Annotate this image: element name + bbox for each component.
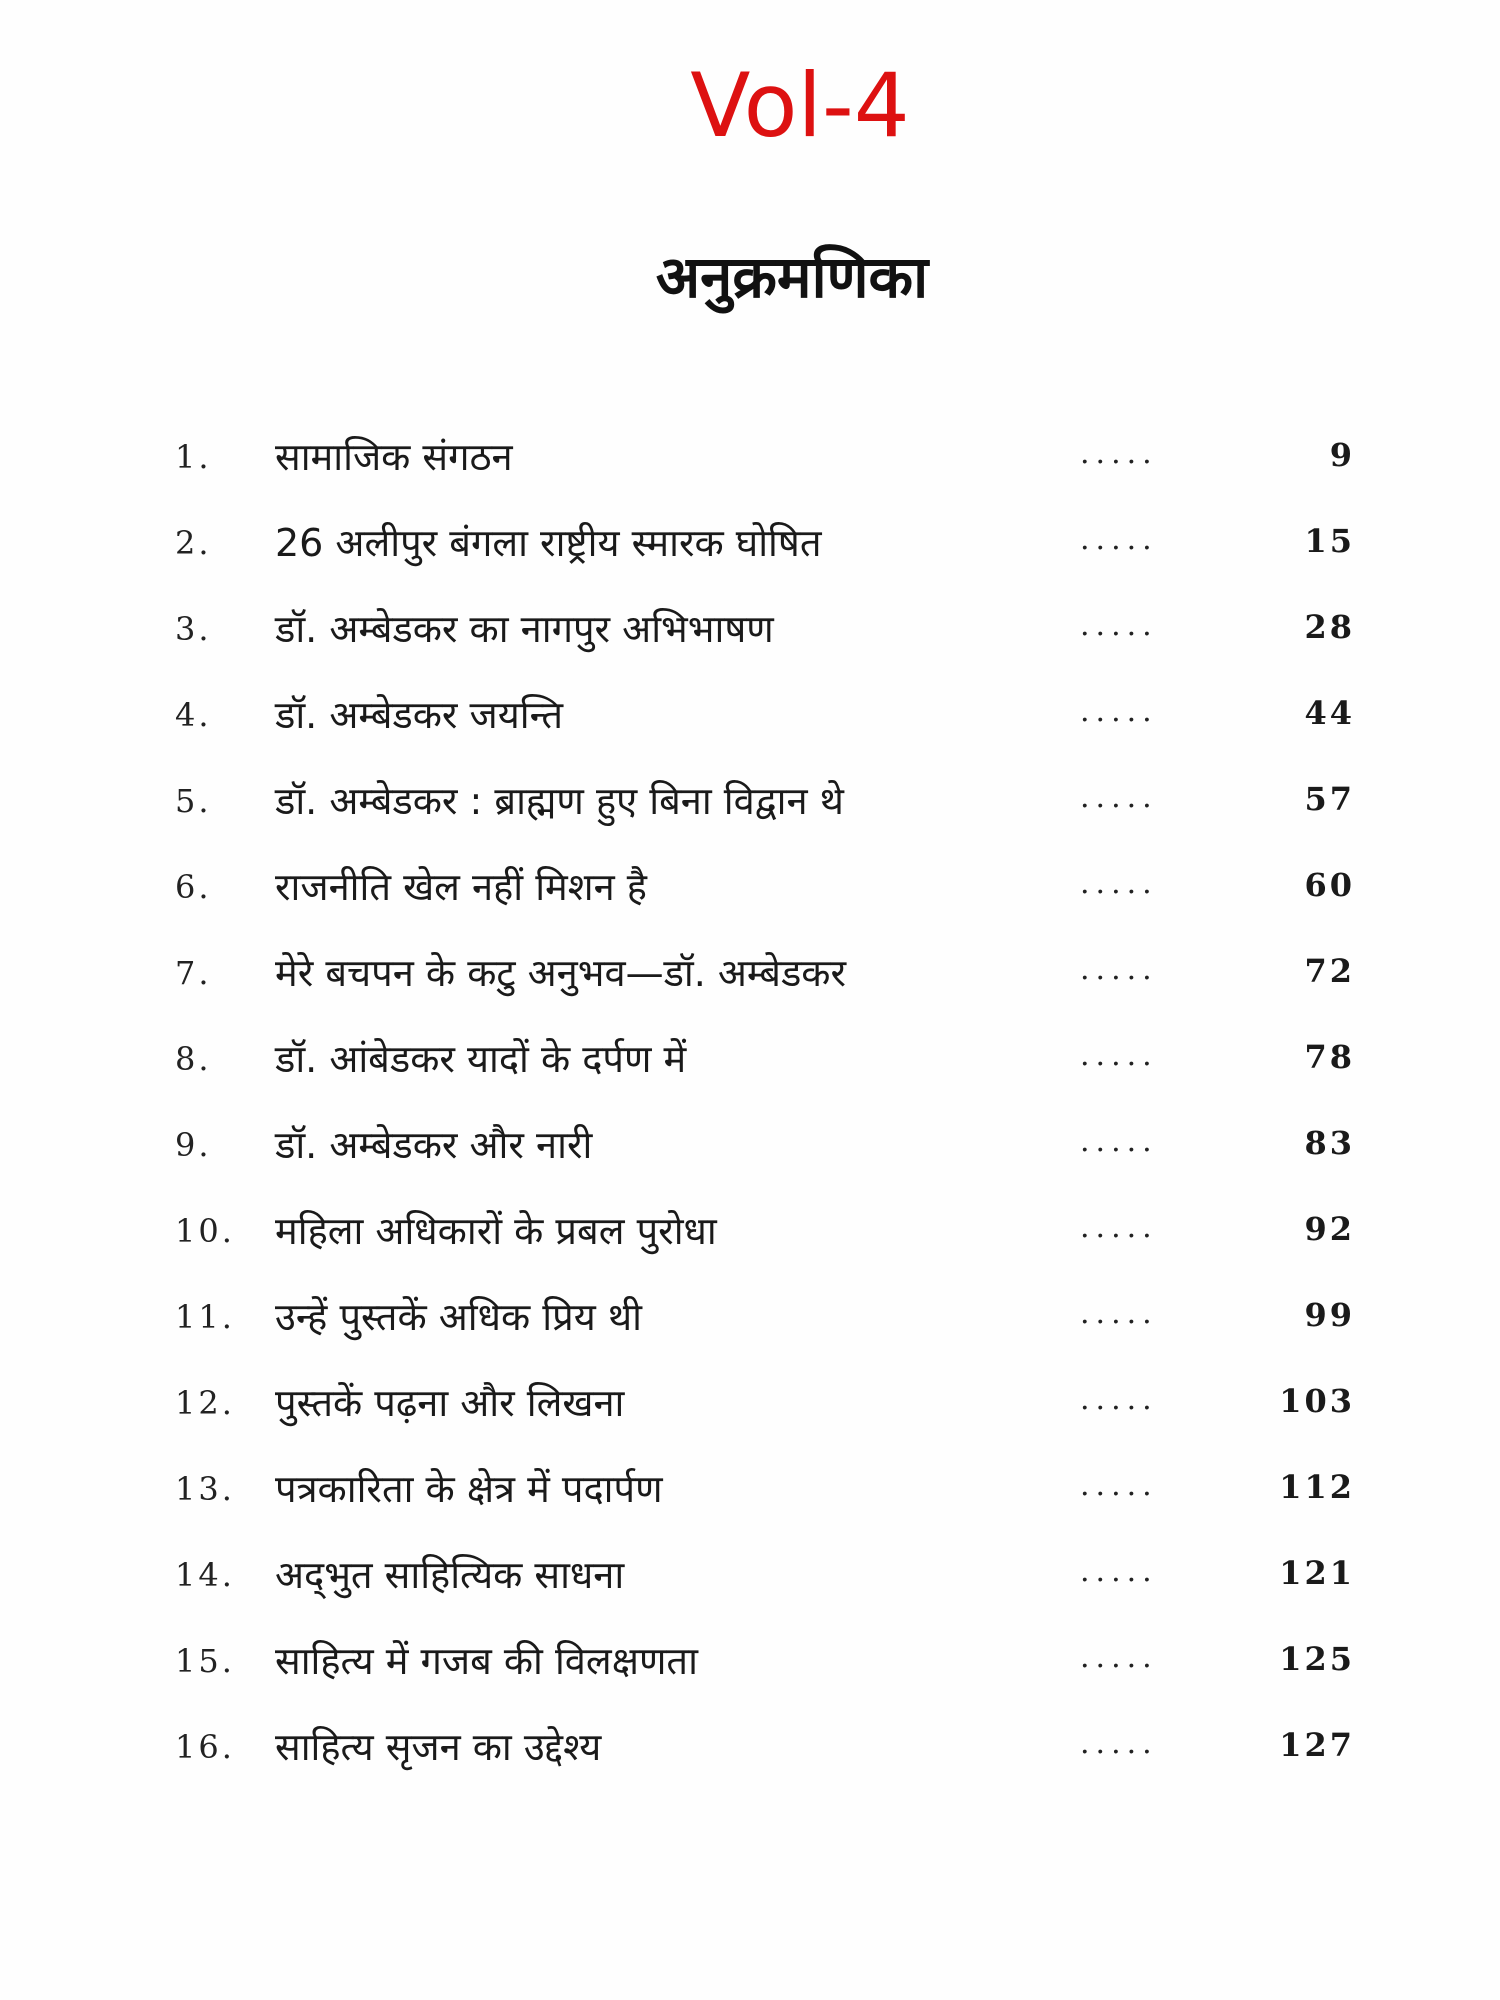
toc-dot-leader: ..... — [1080, 1124, 1158, 1159]
toc-dot-leader: ..... — [1080, 780, 1158, 815]
toc-entry — [175, 602, 1355, 688]
toc-entry-number: 10. — [175, 1212, 235, 1250]
toc-dot-leader: ..... — [1080, 1382, 1158, 1417]
toc-entry — [175, 430, 1355, 516]
toc-entry-number: 11. — [175, 1298, 235, 1336]
toc-dot-leader: ..... — [1080, 1726, 1158, 1761]
toc-dot-leader: ..... — [1080, 866, 1158, 901]
toc-entry-page-number: 9 — [1329, 436, 1355, 474]
toc-entry-page-number: 125 — [1279, 1640, 1355, 1678]
toc-entry-number: 5. — [175, 782, 212, 820]
toc-entry — [175, 516, 1355, 602]
toc-entry-number: 1. — [175, 438, 212, 476]
toc-entry-title: महिला अधिकारों के प्रबल पुरोधा — [275, 1209, 717, 1253]
toc-entry-page-number: 44 — [1304, 694, 1355, 732]
toc-entry — [175, 1634, 1355, 1720]
table-of-contents — [175, 430, 1355, 1806]
toc-entry — [175, 1204, 1355, 1290]
toc-entry — [175, 946, 1355, 1032]
toc-entry-page-number: 72 — [1304, 952, 1355, 990]
toc-entry-title: डॉ. अम्बेडकर और नारी — [275, 1123, 593, 1167]
toc-entry-page-number: 103 — [1279, 1382, 1355, 1420]
toc-entry-number: 3. — [175, 610, 212, 648]
toc-entry-number: 7. — [175, 954, 212, 992]
toc-entry-number: 12. — [175, 1384, 235, 1422]
toc-entry-page-number: 28 — [1304, 608, 1355, 646]
toc-entry-page-number: 83 — [1304, 1124, 1355, 1162]
toc-entry — [175, 1290, 1355, 1376]
toc-entry-title: पत्रकारिता के क्षेत्र में पदार्पण — [275, 1467, 663, 1511]
toc-entry-page-number: 92 — [1304, 1210, 1355, 1248]
toc-dot-leader: ..... — [1080, 436, 1158, 471]
toc-entry-title: सामाजिक संगठन — [275, 435, 513, 479]
toc-entry-number: 9. — [175, 1126, 212, 1164]
toc-dot-leader: ..... — [1080, 1640, 1158, 1675]
toc-entry-page-number: 99 — [1304, 1296, 1355, 1334]
toc-entry-title: मेरे बचपन के कटु अनुभव—डॉ. अम्बेडकर — [275, 951, 847, 995]
toc-entry-title: डॉ. आंबेडकर यादों के दर्पण में — [275, 1037, 687, 1081]
volume-label: Vol-4 — [690, 54, 910, 157]
toc-entry — [175, 1720, 1355, 1806]
toc-entry-page-number: 57 — [1304, 780, 1355, 818]
toc-dot-leader: ..... — [1080, 1468, 1158, 1503]
toc-entry-title: पुस्तकें पढ़ना और लिखना — [275, 1381, 625, 1425]
toc-dot-leader: ..... — [1080, 1038, 1158, 1073]
toc-entry-page-number: 112 — [1279, 1468, 1355, 1506]
toc-entry-title: अद्‍भुत साहित्यिक साधना — [275, 1553, 625, 1597]
toc-entry-title: डॉ. अम्बेडकर जयन्ति — [275, 693, 563, 737]
toc-entry — [175, 1376, 1355, 1462]
toc-entry-title: राजनीति खेल नहीं मिशन है — [275, 865, 647, 909]
toc-entry — [175, 860, 1355, 946]
toc-entry-page-number: 121 — [1279, 1554, 1355, 1592]
toc-entry — [175, 774, 1355, 860]
toc-entry — [175, 688, 1355, 774]
toc-dot-leader: ..... — [1080, 1554, 1158, 1589]
toc-entry-title: साहित्य सृजन का उद्देश्य — [275, 1725, 602, 1769]
toc-entry-number: 2. — [175, 524, 212, 562]
toc-entry-number: 6. — [175, 868, 212, 906]
toc-entry — [175, 1548, 1355, 1634]
toc-dot-leader: ..... — [1080, 952, 1158, 987]
toc-entry — [175, 1032, 1355, 1118]
toc-title: अनुक्रमणिका — [655, 243, 929, 311]
toc-entry-page-number: 60 — [1304, 866, 1355, 904]
toc-entry-number: 4. — [175, 696, 212, 734]
toc-entry-number: 15. — [175, 1642, 235, 1680]
toc-entry-title: डॉ. अम्बेडकर : ब्राह्मण हुए बिना विद्वान थे — [275, 779, 844, 823]
toc-entry-number: 13. — [175, 1470, 235, 1508]
toc-dot-leader: ..... — [1080, 1210, 1158, 1245]
toc-entry — [175, 1118, 1355, 1204]
toc-entry-number: 14. — [175, 1556, 235, 1594]
toc-entry-page-number: 78 — [1304, 1038, 1355, 1076]
toc-entry-title: उन्हें पुस्तकें अधिक प्रिय थी — [275, 1295, 642, 1339]
toc-entry-number: 8. — [175, 1040, 212, 1078]
toc-entry-title: साहित्य में गजब की विलक्षणता — [275, 1639, 698, 1683]
toc-entry-page-number: 127 — [1279, 1726, 1355, 1764]
toc-entry-page-number: 15 — [1304, 522, 1355, 560]
toc-entry-number: 16. — [175, 1728, 235, 1766]
toc-entry-title: डॉ. अम्बेडकर का नागपुर अभिभाषण — [275, 607, 774, 651]
toc-dot-leader: ..... — [1080, 522, 1158, 557]
toc-dot-leader: ..... — [1080, 694, 1158, 729]
toc-entry-title: 26 अलीपुर बंगला राष्ट्रीय स्मारक घोषित — [275, 521, 822, 565]
toc-entry — [175, 1462, 1355, 1548]
toc-dot-leader: ..... — [1080, 608, 1158, 643]
toc-dot-leader: ..... — [1080, 1296, 1158, 1331]
